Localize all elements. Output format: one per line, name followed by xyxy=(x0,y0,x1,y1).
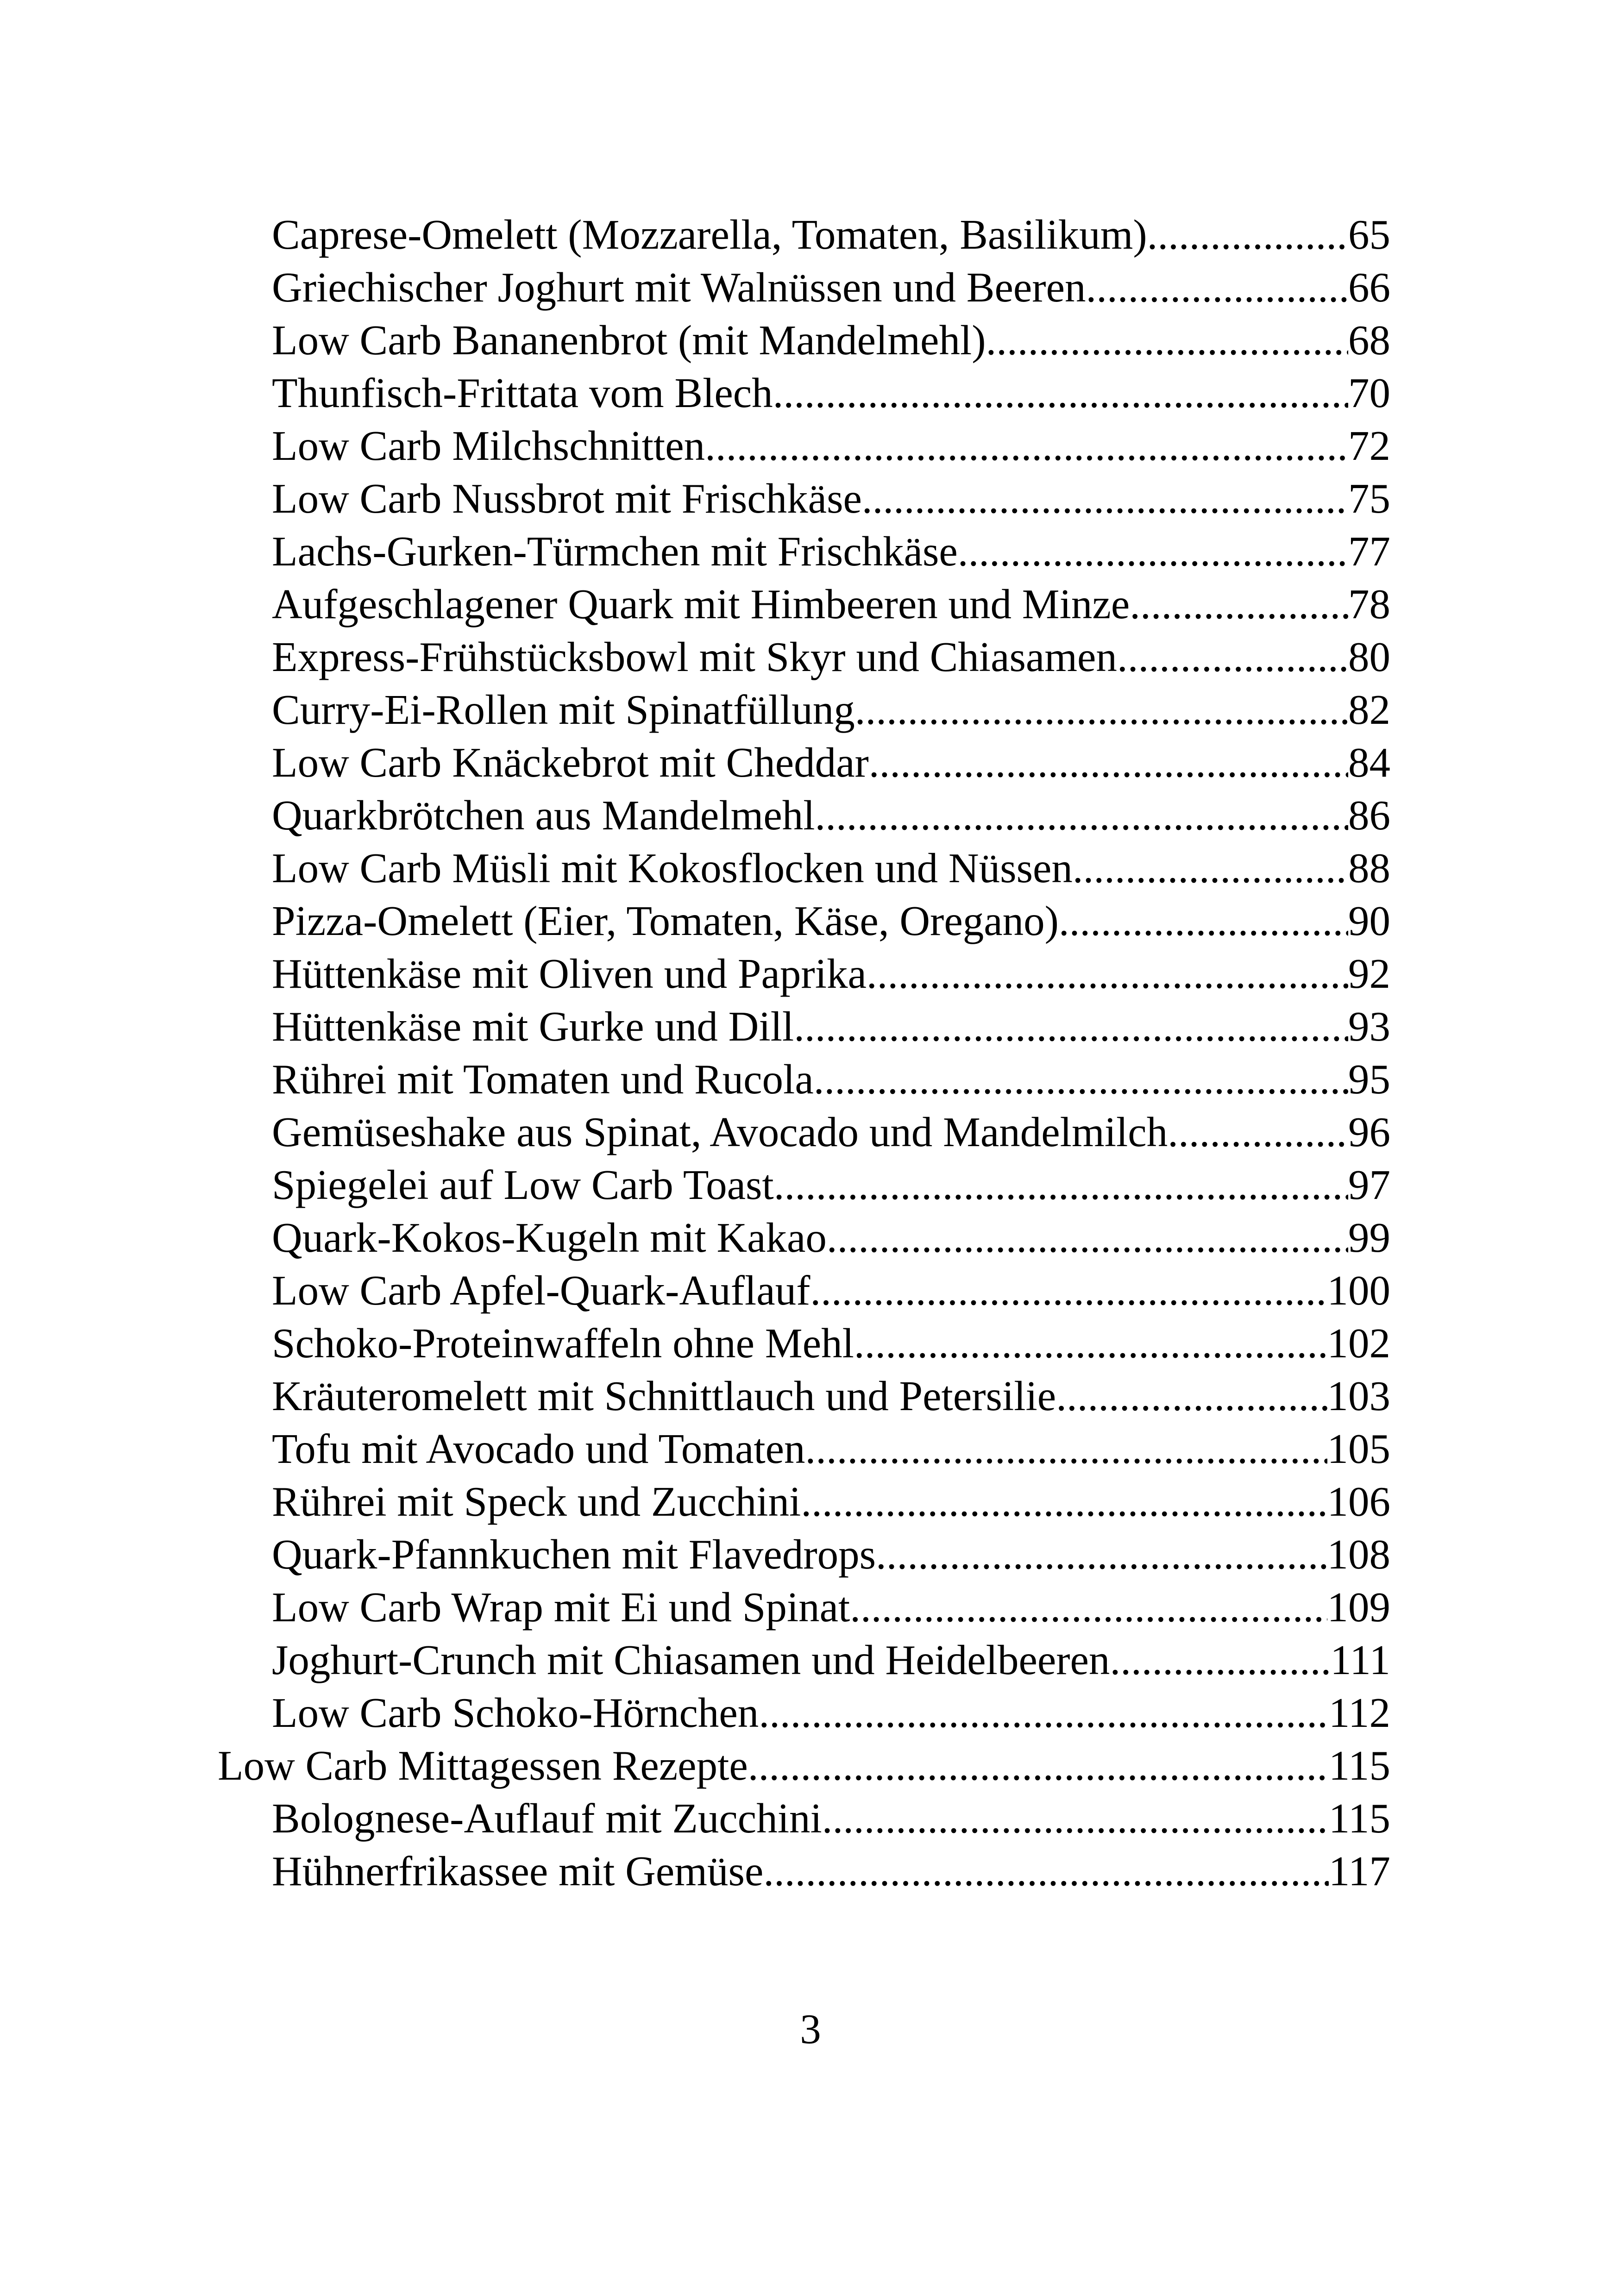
toc-dot-leader xyxy=(774,1159,1348,1211)
toc-entry-page: 68 xyxy=(1348,317,1390,364)
toc-entry-page: 96 xyxy=(1348,1109,1390,1155)
toc-entry[interactable] xyxy=(0,1053,1621,1106)
toc-entry[interactable] xyxy=(0,684,1621,736)
toc-entry-title: Hüttenkäse mit Gurke und Dill xyxy=(272,1003,794,1050)
toc-entry-page: 100 xyxy=(1327,1267,1390,1314)
toc-entry[interactable] xyxy=(0,472,1621,525)
toc-entry-page: 106 xyxy=(1327,1478,1390,1525)
toc-entry-row xyxy=(218,1739,1390,1792)
toc-entry[interactable] xyxy=(0,947,1621,1000)
toc-dot-leader xyxy=(705,420,1348,472)
toc-entry-row xyxy=(272,1845,1390,1898)
toc-dot-leader xyxy=(794,1000,1348,1053)
toc-entry-page: 111 xyxy=(1330,1637,1390,1683)
toc-entry-row xyxy=(272,736,1390,789)
toc-entry-row xyxy=(272,895,1390,947)
toc-entry-row xyxy=(272,1634,1390,1687)
toc-entry-title: Schoko-Proteinwaffeln ohne Mehl xyxy=(272,1320,854,1367)
toc-entry-row xyxy=(272,208,1390,261)
toc-entry-row xyxy=(272,684,1390,736)
toc-entry-title: Low Carb Milchschnitten xyxy=(272,422,705,469)
toc-entry-title: Joghurt-Crunch mit Chiasamen und Heidelbeeren xyxy=(272,1637,1110,1683)
toc-dot-leader xyxy=(876,1528,1327,1581)
toc-entry-title: Low Carb Müsli mit Kokosflocken und Nüssen xyxy=(272,845,1073,891)
toc-entry-page: 99 xyxy=(1348,1214,1390,1261)
toc-entry-page: 78 xyxy=(1348,581,1390,627)
toc-entry-row xyxy=(272,1000,1390,1053)
toc-entry-row xyxy=(272,1687,1390,1739)
toc-entry-title: Low Carb Schoko-Hörnchen xyxy=(272,1689,759,1736)
toc-entry[interactable] xyxy=(0,1792,1621,1845)
toc-entry-page: 66 xyxy=(1348,264,1390,311)
toc-entry-title: Low Carb Bananenbrot (mit Mandelmehl) xyxy=(272,317,986,364)
toc-entry-page: 103 xyxy=(1327,1373,1390,1419)
toc-entry-title: Quarkbrötchen aus Mandelmehl xyxy=(272,792,815,839)
toc-entry-row xyxy=(272,261,1390,314)
toc-entry-page: 92 xyxy=(1348,950,1390,997)
toc-entry[interactable] xyxy=(0,1845,1621,1898)
toc-entry[interactable] xyxy=(0,1423,1621,1475)
toc-entry-row xyxy=(272,1211,1390,1264)
toc-entry-page: 90 xyxy=(1348,897,1390,944)
toc-entry-page: 80 xyxy=(1348,634,1390,680)
toc-dot-leader xyxy=(814,1053,1348,1106)
toc-entry[interactable] xyxy=(0,1634,1621,1687)
toc-entry-row xyxy=(272,1475,1390,1528)
toc-entry-page: 95 xyxy=(1348,1056,1390,1103)
toc-entry[interactable] xyxy=(0,208,1621,261)
toc-entry[interactable] xyxy=(0,1475,1621,1528)
toc-entry-row xyxy=(272,1423,1390,1475)
toc-entry-page: 84 xyxy=(1348,739,1390,786)
toc-entry-title: Lachs-Gurken-Türmchen mit Frischkäse xyxy=(272,528,958,575)
toc-entry-page: 115 xyxy=(1328,1795,1390,1842)
toc-entry-page: 86 xyxy=(1348,792,1390,839)
toc-entry-page: 97 xyxy=(1348,1161,1390,1208)
toc-entry[interactable] xyxy=(0,1264,1621,1317)
toc-entry-row xyxy=(272,578,1390,631)
toc-entry[interactable] xyxy=(0,1000,1621,1053)
toc-entry-page: 75 xyxy=(1348,475,1390,522)
toc-entry[interactable] xyxy=(0,1211,1621,1264)
toc-entry-title: Kräuteromelett mit Schnittlauch und Petersilie xyxy=(272,1373,1056,1419)
toc-entry[interactable] xyxy=(0,525,1621,578)
toc-dot-leader xyxy=(854,1317,1327,1370)
toc-entry-title: Rührei mit Speck und Zucchini xyxy=(272,1478,801,1525)
toc-entry[interactable] xyxy=(0,578,1621,631)
toc-entry-title: Hühnerfrikassee mit Gemüse xyxy=(272,1848,764,1895)
toc-entry[interactable] xyxy=(0,420,1621,472)
toc-entry-row xyxy=(272,1264,1390,1317)
toc-entry-title: Thunfisch-Frittata vom Blech xyxy=(272,370,773,416)
toc-entry[interactable] xyxy=(0,1370,1621,1423)
toc-entry[interactable] xyxy=(0,842,1621,895)
toc-entry-title: Curry-Ei-Rollen mit Spinatfüllung xyxy=(272,686,855,733)
toc-dot-leader xyxy=(1168,1106,1348,1159)
toc-entry-page: 108 xyxy=(1327,1531,1390,1578)
toc-entry-page: 77 xyxy=(1348,528,1390,575)
toc-entry-row xyxy=(272,842,1390,895)
toc-entry[interactable] xyxy=(0,736,1621,789)
toc-dot-leader xyxy=(867,947,1348,1000)
toc-entry-row xyxy=(272,789,1390,842)
toc-entry-page: 102 xyxy=(1327,1320,1390,1367)
toc-entry-row xyxy=(272,367,1390,420)
toc-entry-page: 109 xyxy=(1327,1584,1390,1631)
toc-dot-leader xyxy=(958,525,1348,578)
toc-entry-row xyxy=(272,1370,1390,1423)
toc-dot-leader xyxy=(815,789,1348,842)
toc-entry-title: Low Carb Knäckebrot mit Cheddar xyxy=(272,739,869,786)
toc-entry[interactable] xyxy=(0,367,1621,420)
toc-entry-title: Tofu mit Avocado und Tomaten xyxy=(272,1425,805,1472)
toc-entry-title: Low Carb Nussbrot mit Frischkäse xyxy=(272,475,862,522)
toc-entry[interactable] xyxy=(0,1106,1621,1159)
toc-dot-leader xyxy=(773,367,1348,420)
toc-entry[interactable] xyxy=(0,631,1621,684)
toc-entry-row xyxy=(272,1317,1390,1370)
table-of-contents xyxy=(0,208,1621,1898)
toc-entry-row xyxy=(272,1106,1390,1159)
toc-entry-title: Hüttenkäse mit Oliven und Paprika xyxy=(272,950,867,997)
toc-entry-title: Rührei mit Tomaten und Rucola xyxy=(272,1056,814,1103)
toc-entry-title: Aufgeschlagener Quark mit Himbeeren und Minze xyxy=(272,581,1130,627)
toc-dot-leader xyxy=(822,1792,1329,1845)
toc-entry-title: Griechischer Joghurt mit Walnüssen und Beeren xyxy=(272,264,1086,311)
toc-entry-title: Bolognese-Auflauf mit Zucchini xyxy=(272,1795,822,1842)
toc-entry-title: Gemüseshake aus Spinat, Avocado und Mandelmilch xyxy=(272,1109,1168,1155)
toc-entry-page: 88 xyxy=(1348,845,1390,891)
toc-entry-page: 65 xyxy=(1348,211,1390,258)
toc-entry-page: 70 xyxy=(1348,370,1390,416)
toc-entry-page: 112 xyxy=(1328,1689,1390,1736)
toc-entry[interactable] xyxy=(0,1159,1621,1211)
toc-entry[interactable] xyxy=(0,1581,1621,1634)
toc-entry-row xyxy=(272,631,1390,684)
toc-entry-row xyxy=(272,947,1390,1000)
toc-dot-leader xyxy=(805,1423,1327,1475)
toc-entry-title: Express-Frühstücksbowl mit Skyr und Chiasamen xyxy=(272,634,1117,680)
toc-dot-leader xyxy=(1086,261,1348,314)
toc-entry-row xyxy=(272,1159,1390,1211)
toc-dot-leader xyxy=(1130,578,1348,631)
toc-dot-leader xyxy=(1073,842,1348,895)
toc-entry-row xyxy=(272,1581,1390,1634)
toc-dot-leader xyxy=(810,1264,1327,1317)
toc-entry-row xyxy=(272,1053,1390,1106)
toc-entry-title: Low Carb Wrap mit Ei und Spinat xyxy=(272,1584,850,1631)
toc-entry-page: 82 xyxy=(1348,686,1390,733)
toc-dot-leader xyxy=(862,472,1348,525)
toc-entry-row xyxy=(272,1792,1390,1845)
toc-entry[interactable] xyxy=(0,261,1621,314)
toc-entry-title: Caprese-Omelett (Mozzarella, Tomaten, Basilikum) xyxy=(272,211,1147,258)
toc-dot-leader xyxy=(748,1739,1329,1792)
toc-entry-page: 93 xyxy=(1348,1003,1390,1050)
toc-entry-row xyxy=(272,314,1390,367)
toc-dot-leader xyxy=(801,1475,1327,1528)
toc-entry[interactable] xyxy=(0,789,1621,842)
toc-dot-leader xyxy=(1147,208,1348,261)
toc-dot-leader xyxy=(1056,1370,1327,1423)
toc-entry-title: Quark-Kokos-Kugeln mit Kakao xyxy=(272,1214,827,1261)
toc-dot-leader xyxy=(763,1845,1329,1898)
toc-dot-leader xyxy=(869,736,1348,789)
toc-dot-leader xyxy=(986,314,1348,367)
page-number: 3 xyxy=(800,2006,821,2052)
toc-dot-leader xyxy=(850,1581,1327,1634)
toc-entry[interactable] xyxy=(0,1687,1621,1739)
toc-entry-title: Quark-Pfannkuchen mit Flavedrops xyxy=(272,1531,876,1578)
toc-dot-leader xyxy=(759,1687,1329,1739)
toc-entry-page: 115 xyxy=(1328,1742,1390,1789)
toc-entry[interactable] xyxy=(0,1317,1621,1370)
toc-entry-page: 105 xyxy=(1327,1425,1390,1472)
toc-entry[interactable] xyxy=(0,314,1621,367)
toc-section-entry[interactable] xyxy=(0,1739,1621,1792)
toc-dot-leader xyxy=(1110,1634,1330,1687)
toc-entry-page: 72 xyxy=(1348,422,1390,469)
toc-dot-leader xyxy=(855,684,1348,736)
toc-entry-title: Low Carb Apfel-Quark-Auflauf xyxy=(272,1267,810,1314)
toc-entry[interactable] xyxy=(0,895,1621,947)
toc-entry-title: Spiegelei auf Low Carb Toast xyxy=(272,1161,774,1208)
toc-entry-page: 117 xyxy=(1328,1848,1390,1895)
toc-entry-row xyxy=(272,1528,1390,1581)
toc-dot-leader xyxy=(1059,895,1348,947)
toc-entry-row xyxy=(272,472,1390,525)
toc-dot-leader xyxy=(827,1211,1348,1264)
toc-entry[interactable] xyxy=(0,1528,1621,1581)
toc-entry-row xyxy=(272,525,1390,578)
toc-dot-leader xyxy=(1117,631,1348,684)
toc-entry-title: Pizza-Omelett (Eier, Tomaten, Käse, Oregano) xyxy=(272,897,1059,944)
toc-entry-title: Low Carb Mittagessen Rezepte xyxy=(218,1742,748,1789)
toc-entry-row xyxy=(272,420,1390,472)
